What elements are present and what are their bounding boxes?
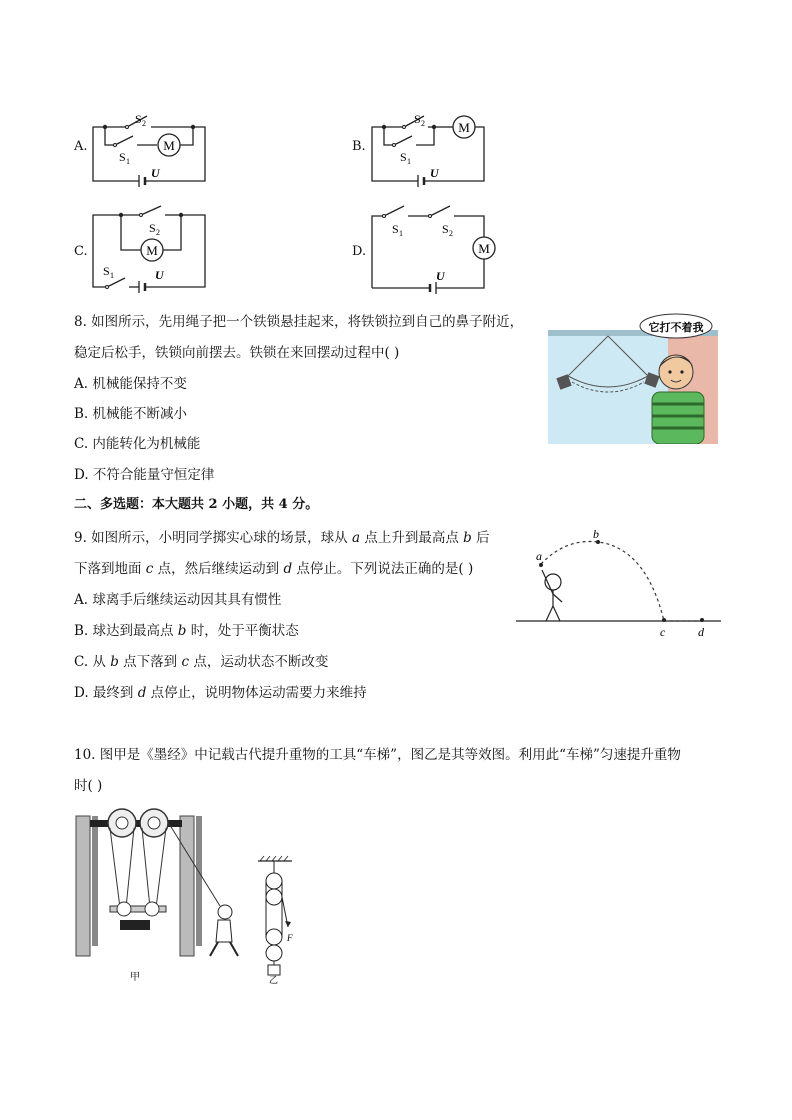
- q8-pendulum-illustration: [548, 312, 718, 444]
- q8-option-c[interactable]: C. 内能转化为机械能: [74, 436, 201, 452]
- svg-text:M: M: [458, 120, 470, 135]
- q9-option-b[interactable]: [74, 622, 299, 640]
- svg-text:1: 1: [110, 271, 114, 280]
- point-b: b: [110, 654, 119, 670]
- motor-symbol: [458, 120, 470, 135]
- section-heading: 二、多选题：本大题共 2 小题，共 4 分。: [74, 497, 319, 512]
- point-b: b: [177, 623, 187, 639]
- svg-text:M: M: [478, 241, 490, 256]
- q9-text: 点停止，说明物体运动需要力来维持: [146, 685, 367, 701]
- option-a-label[interactable]: A.: [74, 139, 88, 154]
- svg-text:S: S: [442, 222, 449, 236]
- switch-s1-label: [392, 222, 403, 238]
- q9-trajectory-figure: [516, 528, 726, 643]
- svg-text:M: M: [146, 243, 158, 258]
- q8-stem-line2: 稳定后松手，铁锁向前摆去。铁锁在来回摆动过程中( ): [74, 345, 400, 361]
- svg-text:S: S: [400, 150, 407, 164]
- speech-bubble-text: 它打不着我: [648, 322, 704, 334]
- svg-text:U: U: [436, 269, 445, 283]
- svg-text:2: 2: [156, 228, 160, 237]
- point-b: b: [463, 530, 472, 546]
- svg-text:S: S: [149, 221, 156, 235]
- switch-s1-label: [103, 264, 114, 280]
- circuit-b-diagram: [364, 95, 494, 190]
- svg-text:1: 1: [407, 157, 411, 166]
- circuit-c-diagram: [85, 205, 215, 295]
- svg-text:S: S: [135, 112, 142, 126]
- q10-figure-jia: [70, 808, 250, 988]
- svg-text:S: S: [103, 264, 110, 278]
- svg-text:U: U: [430, 166, 439, 180]
- q9-option-c[interactable]: [74, 653, 328, 671]
- q9-text: 9. 如图所示，小明同学掷实心球的场景，球从: [74, 530, 352, 546]
- q9-stem-line1: [74, 529, 490, 547]
- switch-s2-label: [442, 222, 453, 238]
- svg-text:2: 2: [449, 229, 453, 238]
- fig-label-d: d: [698, 625, 704, 639]
- q9-text: B. 球达到最高点: [74, 623, 178, 639]
- switch-s1-label: [400, 150, 411, 166]
- switch-s2-label: [414, 112, 425, 128]
- svg-text:S: S: [119, 150, 126, 164]
- svg-text:M: M: [163, 138, 175, 153]
- q9-text: 点，运动状态不断改变: [189, 654, 329, 670]
- svg-text:U: U: [151, 166, 160, 180]
- q8-option-b[interactable]: B. 机械能不断减小: [74, 406, 188, 422]
- svg-text:2: 2: [142, 119, 146, 128]
- switch-s2-label: [149, 221, 160, 237]
- point-d: d: [137, 685, 147, 701]
- q9-text: 下落到地面: [74, 561, 146, 577]
- battery-label: [436, 269, 446, 283]
- circuit-d-diagram: [364, 200, 499, 295]
- circuit-a-diagram: [85, 95, 215, 190]
- motor-symbol: [146, 243, 158, 258]
- point-c: c: [181, 654, 190, 670]
- q9-text: D. 最终到: [74, 685, 138, 701]
- fig-label-c: c: [660, 625, 666, 639]
- switch-s2-label: [135, 112, 146, 128]
- q9-text: 点，然后继续运动到: [153, 561, 284, 577]
- svg-text:1: 1: [126, 157, 130, 166]
- q9-text: 时，处于平衡状态: [186, 623, 299, 639]
- q10-stem-line2: 时( ): [74, 778, 103, 794]
- option-b-label[interactable]: B.: [352, 139, 366, 154]
- q9-text: 点停止。下列说法正确的是( ): [292, 561, 474, 577]
- point-c: c: [145, 561, 154, 577]
- svg-text:1: 1: [399, 229, 403, 238]
- motor-symbol: [478, 241, 490, 256]
- q9-option-d[interactable]: [74, 684, 367, 702]
- q9-text: 后: [471, 530, 490, 546]
- q10-figure-yi: [252, 855, 302, 985]
- fig-label-yi: 乙: [269, 975, 279, 985]
- switch-s1-label: [119, 150, 130, 166]
- q9-text: 点下落到: [118, 654, 182, 670]
- svg-text:2: 2: [421, 119, 425, 128]
- option-d-label[interactable]: D.: [352, 244, 367, 259]
- option-c-label[interactable]: C.: [74, 244, 88, 259]
- battery-label: [430, 166, 440, 180]
- battery-label: [155, 268, 165, 282]
- point-d: d: [283, 561, 293, 577]
- force-label: F: [287, 933, 293, 943]
- fig-label-jia: 甲: [130, 972, 140, 983]
- svg-text:U: U: [155, 268, 164, 282]
- q9-stem-line2: [74, 560, 473, 578]
- q9-text: 点上升到最高点: [360, 530, 464, 546]
- fig-label-a: a: [536, 549, 542, 563]
- q9-text: C. 从: [74, 654, 111, 670]
- point-a: a: [351, 530, 361, 546]
- motor-symbol: [163, 138, 175, 153]
- fig-label-b: b: [593, 528, 599, 541]
- q8-option-d[interactable]: D. 不符合能量守恒定律: [74, 467, 215, 483]
- battery-label: [151, 166, 161, 180]
- q8-option-a[interactable]: A. 机械能保持不变: [74, 376, 187, 392]
- svg-text:S: S: [414, 112, 421, 126]
- q9-option-a[interactable]: A. 球离手后继续运动因其具有惯性: [74, 592, 282, 608]
- q8-stem-line1: 8. 如图所示，先用绳子把一个铁锁悬挂起来，将铁锁拉到自己的鼻子附近，: [74, 314, 524, 330]
- q10-stem-line1: 10. 图甲是《墨经》中记载古代提升重物的工具“车梯”，图乙是其等效图。利用此“车梯”匀速提升重物: [74, 747, 681, 763]
- svg-text:S: S: [392, 222, 399, 236]
